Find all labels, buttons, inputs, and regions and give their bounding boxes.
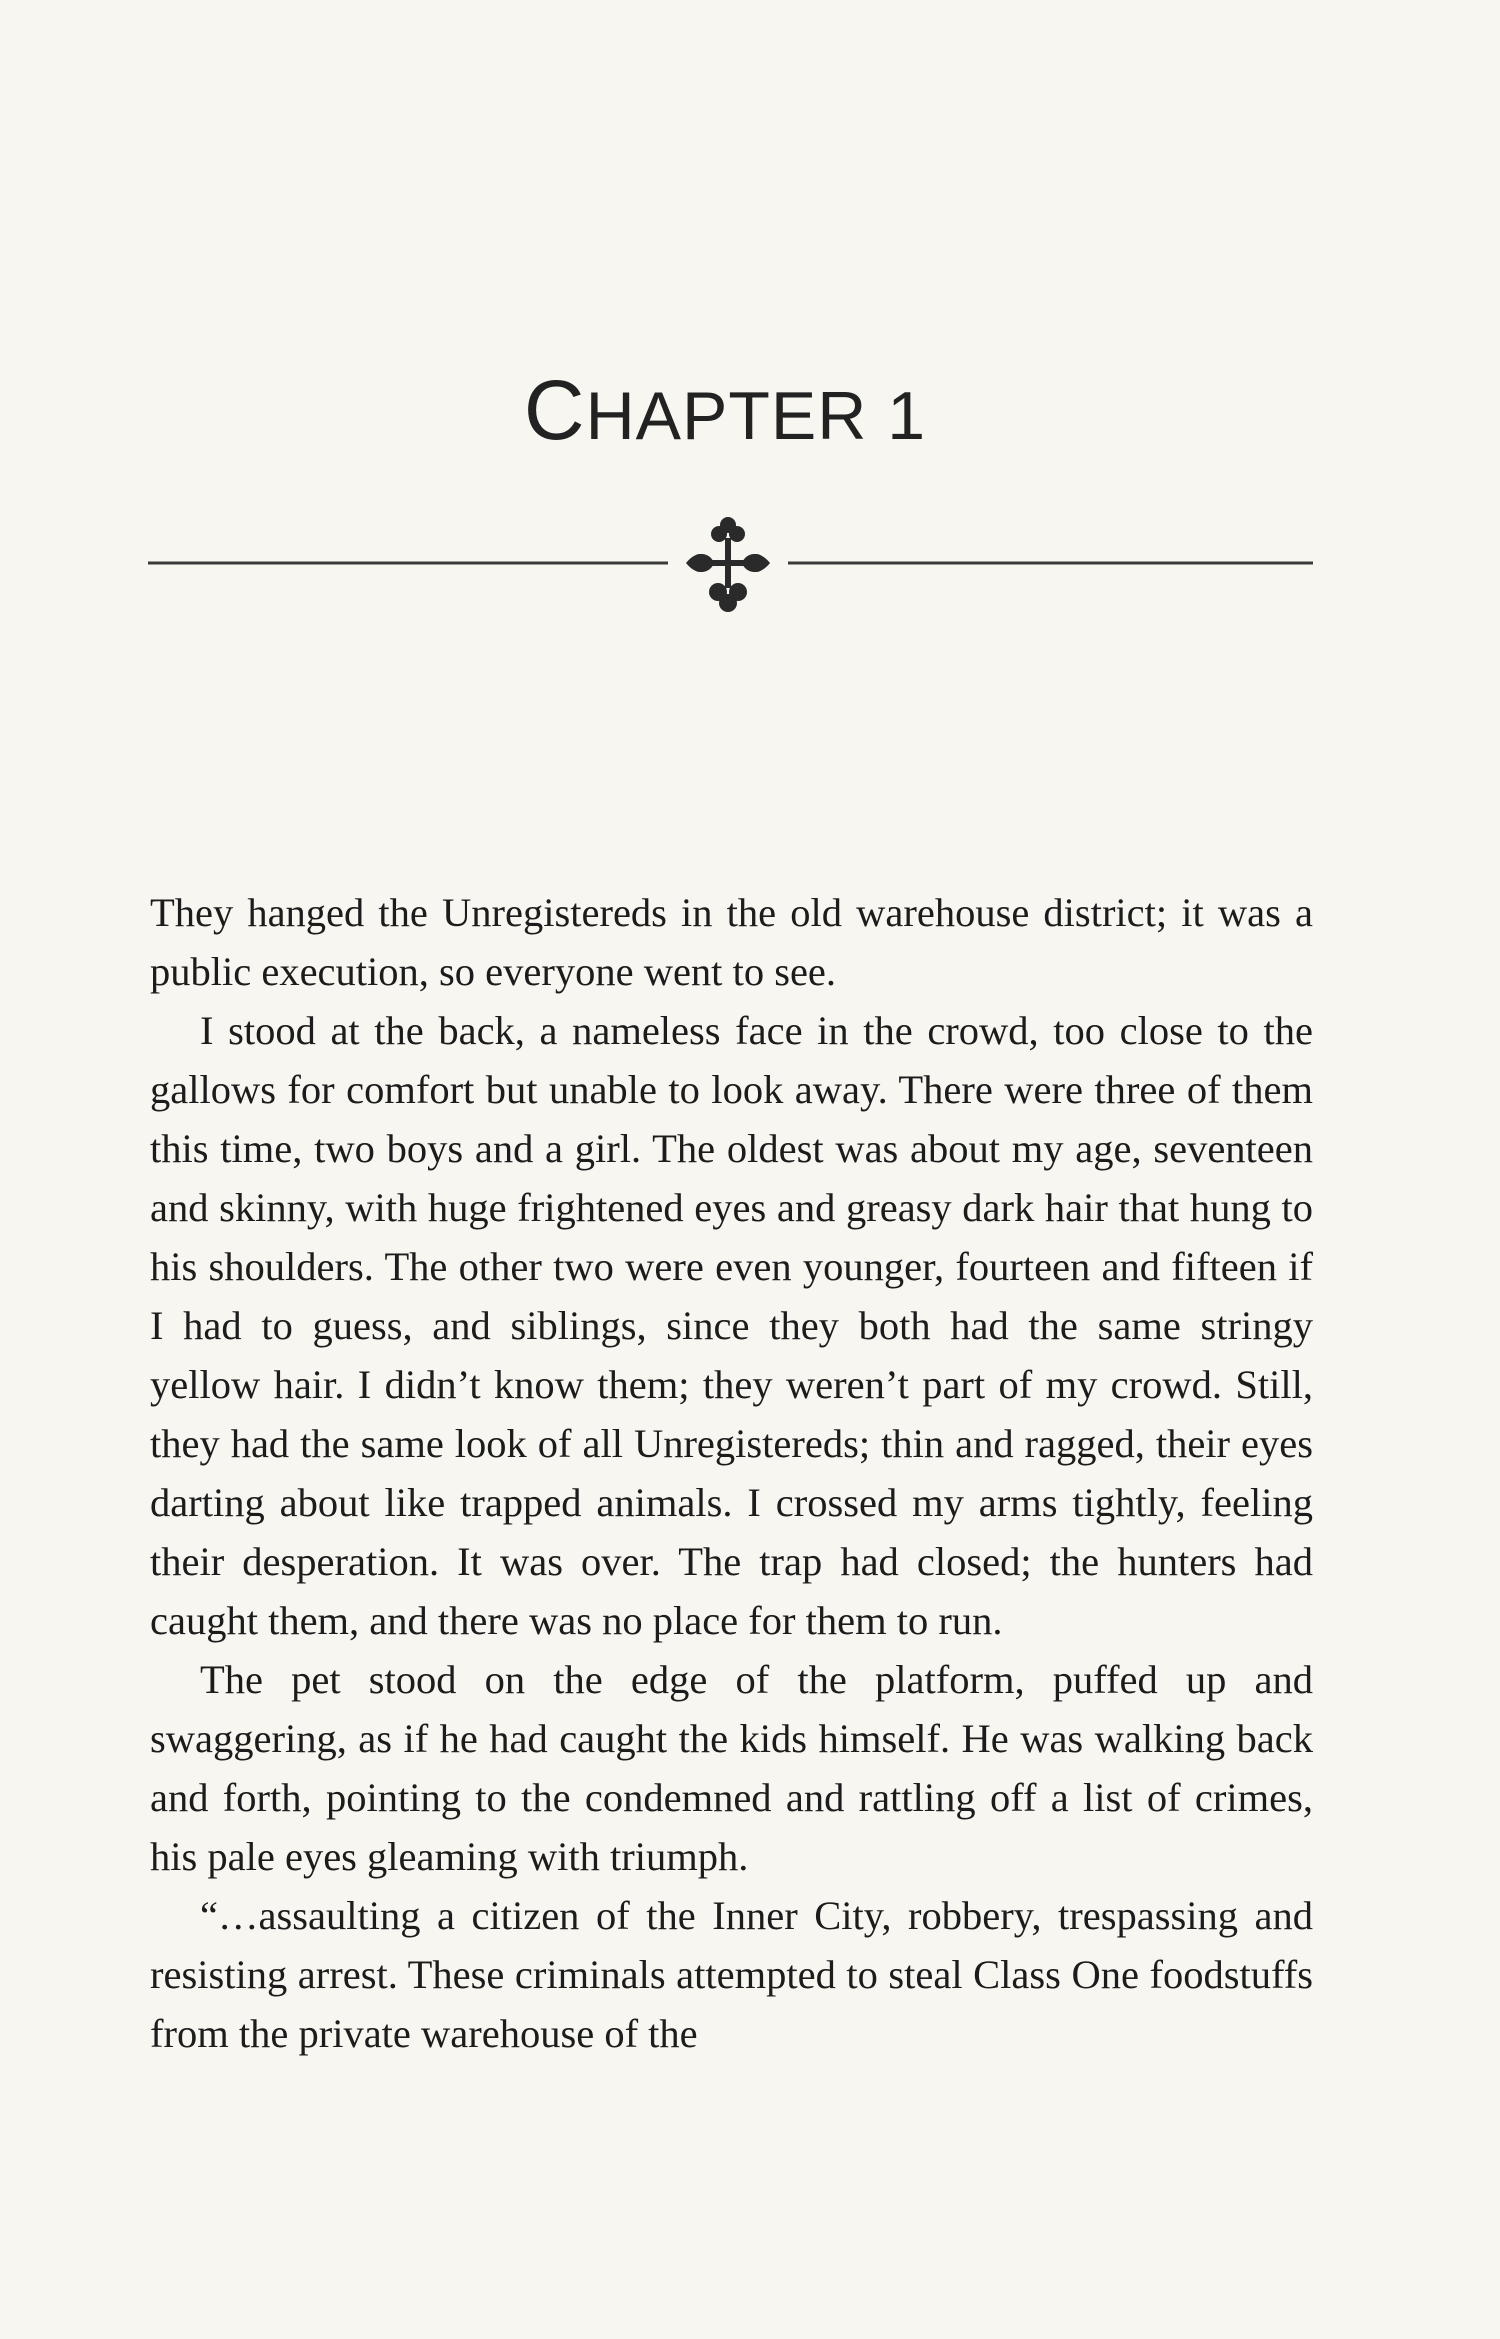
chapter-title-rest: HAPTER 1 (585, 378, 927, 454)
chapter-title (0, 363, 1450, 457)
chapter-divider (148, 508, 1313, 618)
paragraph-3: The pet stood on the edge of the platform, puffed up and swaggering, as if he had caught the kids himself. He was walking back and forth, pointing to the condemned and rattling off a list of crimes, his pale eyes gleaming with triumph. (150, 1657, 1313, 1879)
paragraph-4: “…assaulting a citizen of the Inner City, robbery, trespassing and resisting arrest. These criminals attempted to steal Class One foodstuffs from the private warehouse of the (150, 1893, 1313, 2056)
chapter-body (150, 883, 1313, 2063)
paragraph-2: I stood at the back, a nameless face in the crowd, too close to the gallows for comfort but unable to look away. There were three of them this time, two boys and a girl. The oldest was about my age, seventeen and skinny, with huge frightened eyes and greasy dark hair that hung to his shoulders. The other two were even younger, fourteen and fifteen if I had to guess, and siblings, since they both had the same stringy yellow hair. I didn’t know them; they weren’t part of my crowd. Still, they had the same look of all Unregistereds; thin and ragged, their eyes darting about like trapped animals. I crossed my arms tightly, feeling their desperation. It was over. The trap had closed; the hunters had caught them, and there was no place for them to run. (150, 1008, 1313, 1643)
paragraph-1: They hanged the Unregistereds in the old warehouse district; it was a public execution, so everyone went to see. (150, 890, 1313, 994)
chapter-title-initial: C (523, 363, 586, 457)
trefoil-fleuron-icon (686, 517, 770, 612)
